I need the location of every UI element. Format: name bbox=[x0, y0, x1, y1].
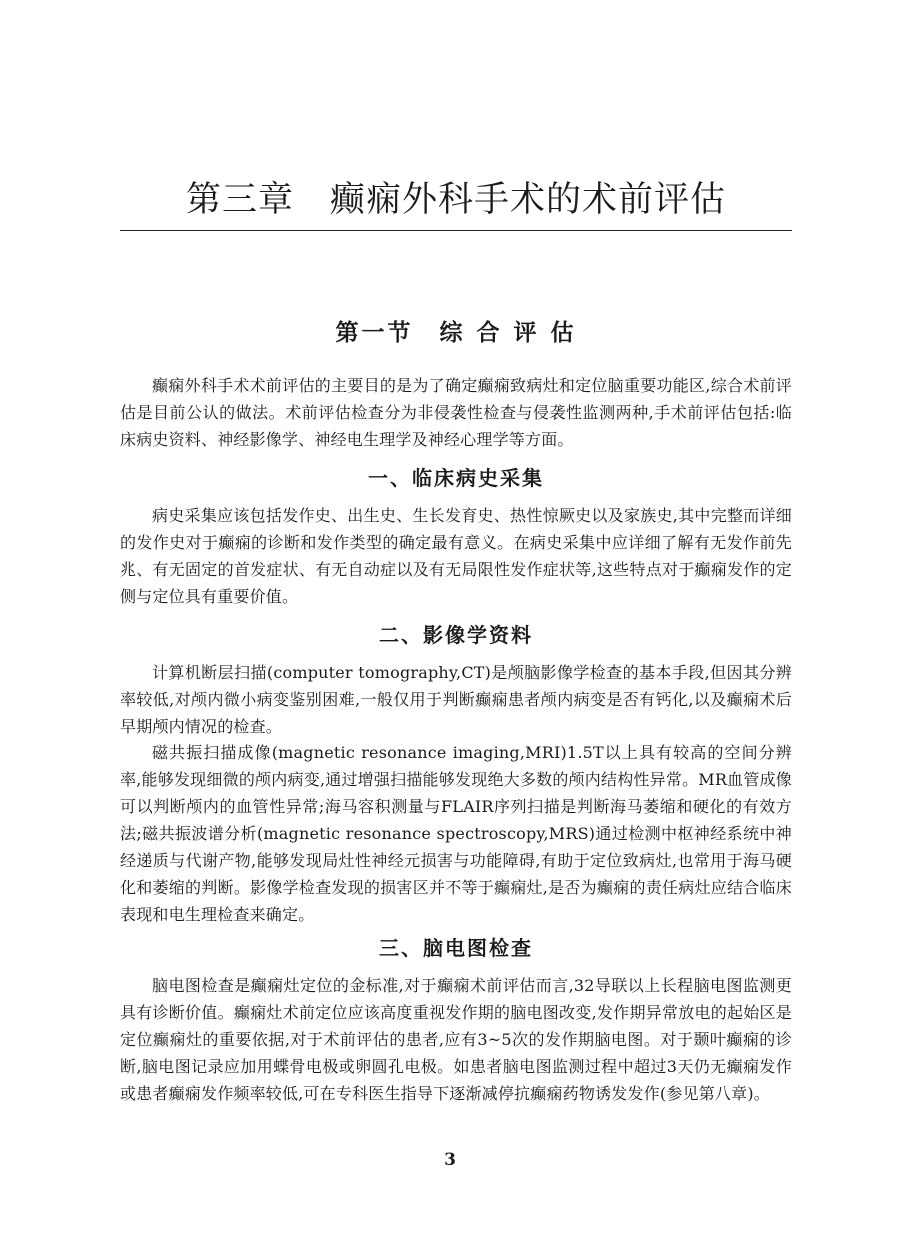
subsection-heading-imaging: 二、影像学资料 bbox=[379, 623, 533, 647]
intro-paragraph: 癫痫外科手术术前评估的主要目的是为了确定癫痫致病灶和定位脑重要功能区,综合术前评估是目前公认的做法。术前评估检查分为非侵袭性检查与侵袭性监测两种,手术前评估包括:临床病史资料、神经影像学、神经电生理学及神经心理学等方面。 bbox=[120, 376, 792, 449]
imaging-paragraph-mri: 磁共振扫描成像(magnetic resonance imaging,MRI)1.5T以上具有较高的空间分辨率,能够发现细微的颅内病变,通过增强扫描能够发现绝大多数的颅内结构性异常。MR血管成像可以判断颅内的血管性异常;海马容积测量与FLAIR序列扫描是判断海马萎缩和硬化的有效方法;磁共振波谱分析(magnetic resonance spectroscopy,MRS)通过检测中枢神经系统中神经递质与代谢产物,能够发现局灶性神经元损害与功能障碍,有助于定位致病灶,也常用于海马硬化和萎缩的判断。影像学检查发现的损害区并不等于癫痫灶,是否为癫痫的责任病灶应结合临床表现和电生理检查来确定。 bbox=[120, 743, 792, 924]
page-number: 3 bbox=[444, 1150, 456, 1170]
chapter-title-rule bbox=[120, 230, 792, 231]
history-paragraph: 病史采集应该包括发作史、出生史、生长发育史、热性惊厥史以及家族史,其中完整而详细的发作史对于癫痫的诊断和发作类型的确定最有意义。在病史采集中应详细了解有无发作前先兆、有无固定的首发症状、有无自动症以及有无局限性发作症状等,这些特点对于癫痫发作的定侧与定位具有重要价值。 bbox=[120, 506, 792, 606]
subsection-heading-history: 一、临床病史采集 bbox=[368, 466, 544, 490]
subsection-heading-eeg: 三、脑电图检查 bbox=[379, 936, 533, 960]
section-title: 第一节 综 合 评 估 bbox=[335, 319, 577, 346]
chapter-title: 第三章 癫痫外科手术的术前评估 bbox=[185, 180, 726, 220]
eeg-paragraph: 脑电图检查是癫痫灶定位的金标准,对于癫痫术前评估而言,32导联以上长程脑电图监测更具有诊断价值。癫痫灶术前定位应该高度重视发作期的脑电图改变,发作期异常放电的起始区是定位癫痫灶的重要依据,对于术前评估的患者,应有3~5次的发作期脑电图。对于颞叶癫痫的诊断,脑电图记录应加用蝶骨电极或卵圆孔电极。如患者脑电图监测过程中超过3天仍无癫痫发作或患者癫痫发作频率较低,可在专科医生指导下逐渐减停抗癫痫药物诱发发作(参见第八章)。 bbox=[120, 976, 792, 1103]
imaging-paragraph-ct: 计算机断层扫描(computer tomography,CT)是颅脑影像学检查的基本手段,但因其分辨率较低,对颅内微小病变鉴别困难,一般仅用于判断癫痫患者颅内病变是否有钙化,以及癫痫术后早期颅内情况的检查。 bbox=[120, 663, 792, 736]
